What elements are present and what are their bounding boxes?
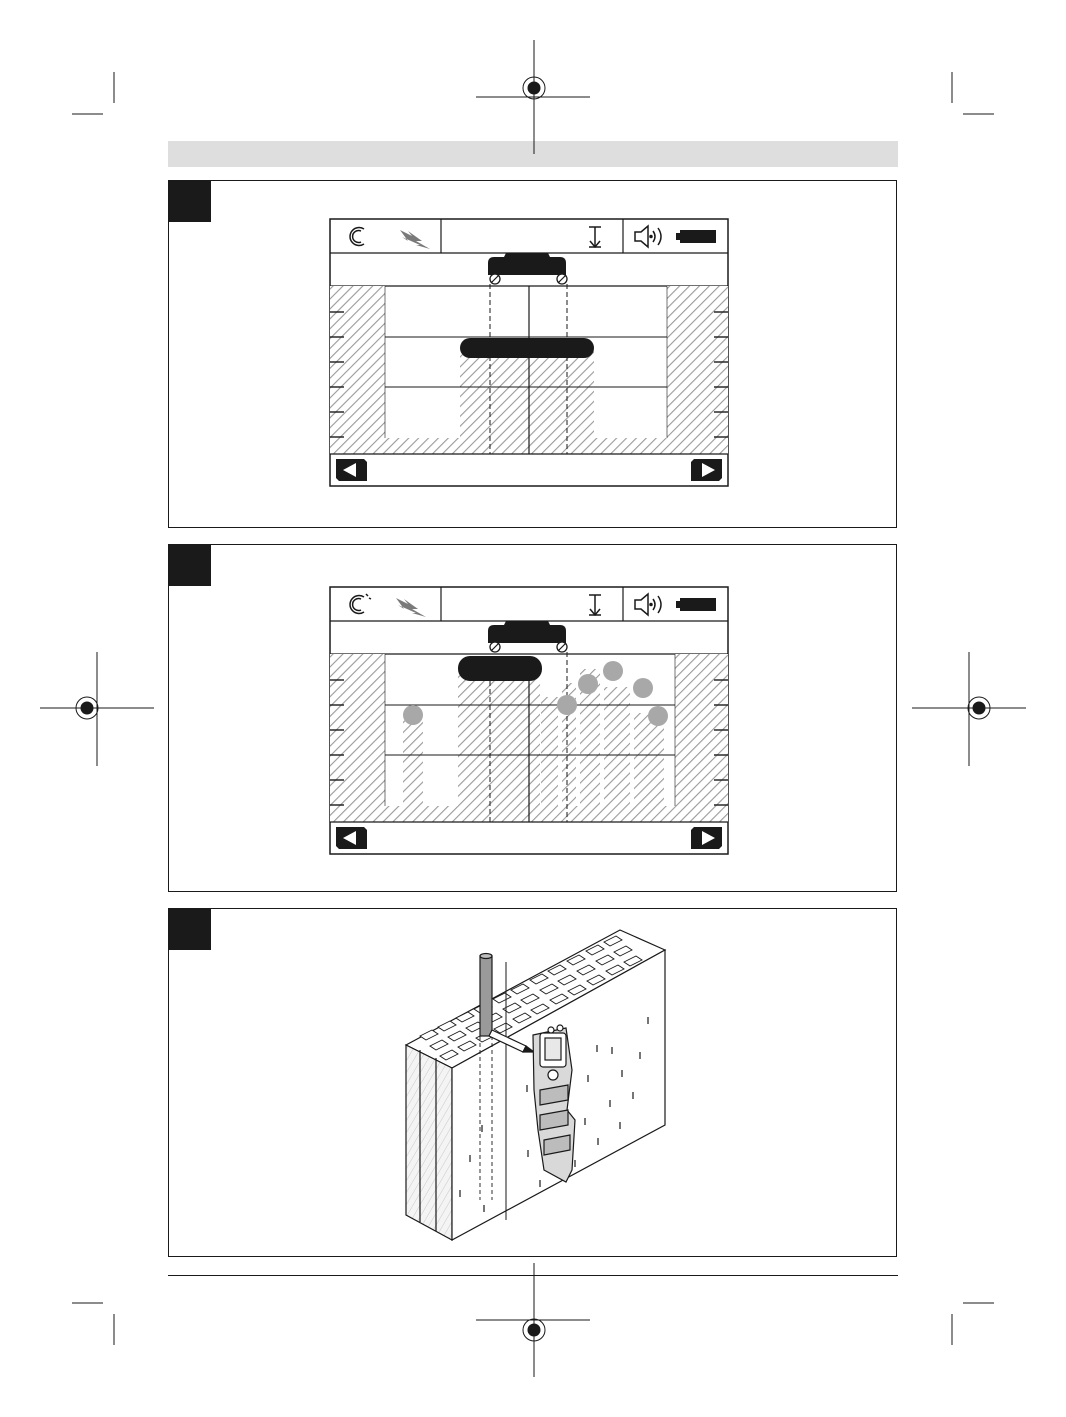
reg-mark-bottom	[476, 1263, 590, 1377]
left-arrow-icon[interactable]	[336, 827, 367, 849]
display-1	[330, 219, 728, 486]
battery-icon	[676, 230, 716, 243]
right-arrow-icon[interactable]	[691, 827, 722, 849]
reg-mark-left	[40, 652, 154, 766]
left-arrow-icon[interactable]	[336, 459, 367, 481]
battery-icon	[676, 598, 716, 611]
reg-mark-top	[476, 40, 590, 154]
wall-scan-illustration	[406, 930, 665, 1240]
right-arrow-icon[interactable]	[691, 459, 722, 481]
reg-mark-right	[912, 652, 1026, 766]
display-2	[330, 587, 728, 854]
